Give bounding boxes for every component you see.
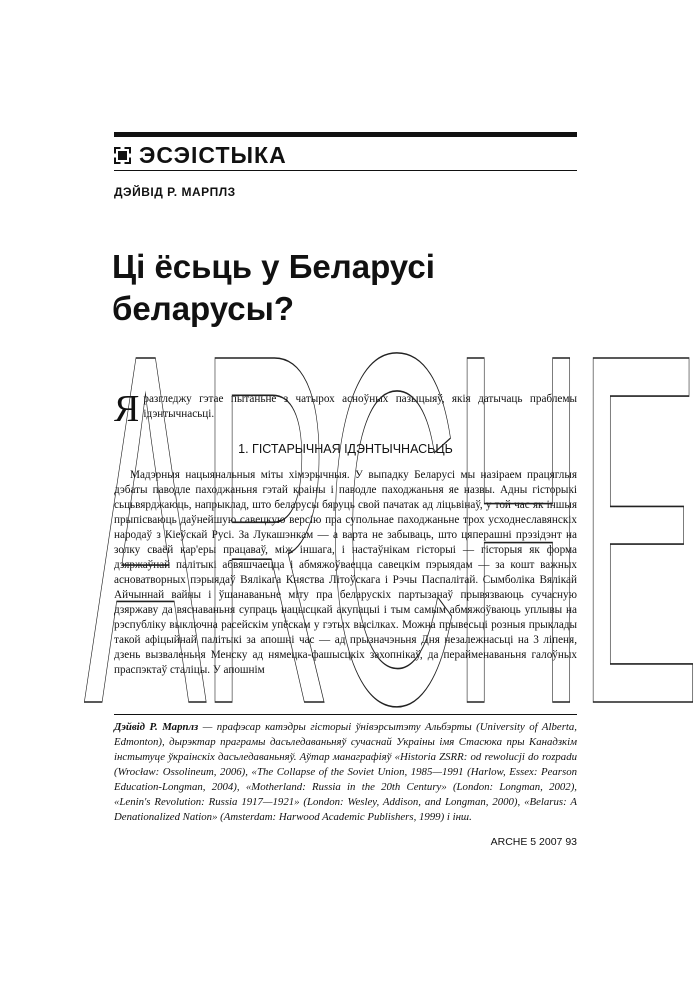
top-rule	[114, 132, 577, 137]
watermark-text: ARCHE	[84, 262, 694, 732]
lead-text: разгледжу гэтае пытаньне з чатырох асноўных пазыцыяў, якія датычаць праблемы ідэнтычнасьці.	[143, 393, 577, 420]
section-subheading: 1. ГІСТАРЫЧНАЯ ІДЭНТЫЧНАСЬЦЬ	[238, 442, 453, 456]
footnote-text: — прафэсар катэдры гісторыі ўнівэрсытэту Альбэрты (University of Alberta, Edmonton), дырэктар праграмы дасьледаваньняў сучаснай Украіны імя Стасюка пры Канадзкім інстытуце ўкраінскіх дасьледаваньняў. Аўтар манаграфіяў «Historia ZSRR: od rewolucji do rozpadu (Wrocław: Ossolineum, 2006), «The Collapse of the Soviet Union, 1985—1991 (Harlow, Essex: Pearson Education-Longman, 2004), «Motherland: Russia in the 20th Century» (London: Longman, 2002), «Lenin's Revolution: Russia 1917—1921» (London: Wesley, Addison, and Longman, 2000), «Belarus: A Denationalized Nation» (Amsterdam: Harwood Academic Publishers, 1999) і інш.	[114, 721, 577, 823]
page-folio: ARCHE 5 2007 93	[490, 836, 577, 848]
article-author: ДЭЙВІД Р. МАРПЛЗ	[114, 185, 236, 199]
section-header	[114, 142, 577, 168]
author-footnote	[114, 720, 577, 825]
header-divider	[114, 170, 577, 171]
title-line-2: беларусы?	[112, 290, 294, 327]
footnote-author: Дэйвід Р. Марплз	[114, 721, 199, 733]
drop-cap: Я	[114, 388, 140, 430]
main-paragraph: Мадэрныя нацыянальныя міты хімэрычныя. У выпадку Беларусі мы назіраем працяглыя дэбаты паводле паходжаньня гэтай краіны і паводле паходжаньня яе назвы. Адны гісторыкі сьцьвярджаюць, напрыклад, што беларусы бяруць свой пачатак ад ліцьвінаў, у той час як іншыя прыпісваюць даўнейшую савецкую версію пра супольнае паходжаньне трох усходнеславянскіх народаў з Кіеўскай Русі. За Лукашэнкам — а варта не забываць, што цяперашні прэзідэнт на золку сваёй кар'еры працаваў, між іншага, і настаўнікам гісторыі — гісторыя як форма дзяржаўнай палітыкі абвяшчаецца і абмяжоўваецца савецкім пэрыядам — за кошт важных асноватворных пэрыядаў Вялікага Княства Літоўскага і Рэчы Паспалітай. Сымболіка Вялікай Айчыннай вайны і ўшанаваньне міту пра беларускіх партызанаў прывязваюць сучасную дзяржаву да вяснаваньня супраць нацысцкай акупацыі і тым самым абмяжоўваюць уплывы на рэспубліку выключна расейскім упёскам у гэтых высілках. Можна прывесьці розныя прыклады такой афіцыйнай палітыкі за апошні час — ад прызначэньня Дня незалежнасьці на 3 ліпеня, дзень вызваленьня Менску ад нямецка-фашысцкіх захопнікаў, да перайменаваньня галоўных праспэктаў сталіцы. У апошнім	[114, 469, 577, 676]
section-title: ЭСЭІСТЫКА	[139, 141, 287, 168]
footnote-divider	[114, 714, 577, 715]
title-line-1: Ці ёсьць у Беларусі	[112, 248, 435, 285]
square-ornament-icon	[114, 147, 131, 164]
lead-paragraph	[114, 388, 577, 430]
article-title	[112, 246, 582, 330]
